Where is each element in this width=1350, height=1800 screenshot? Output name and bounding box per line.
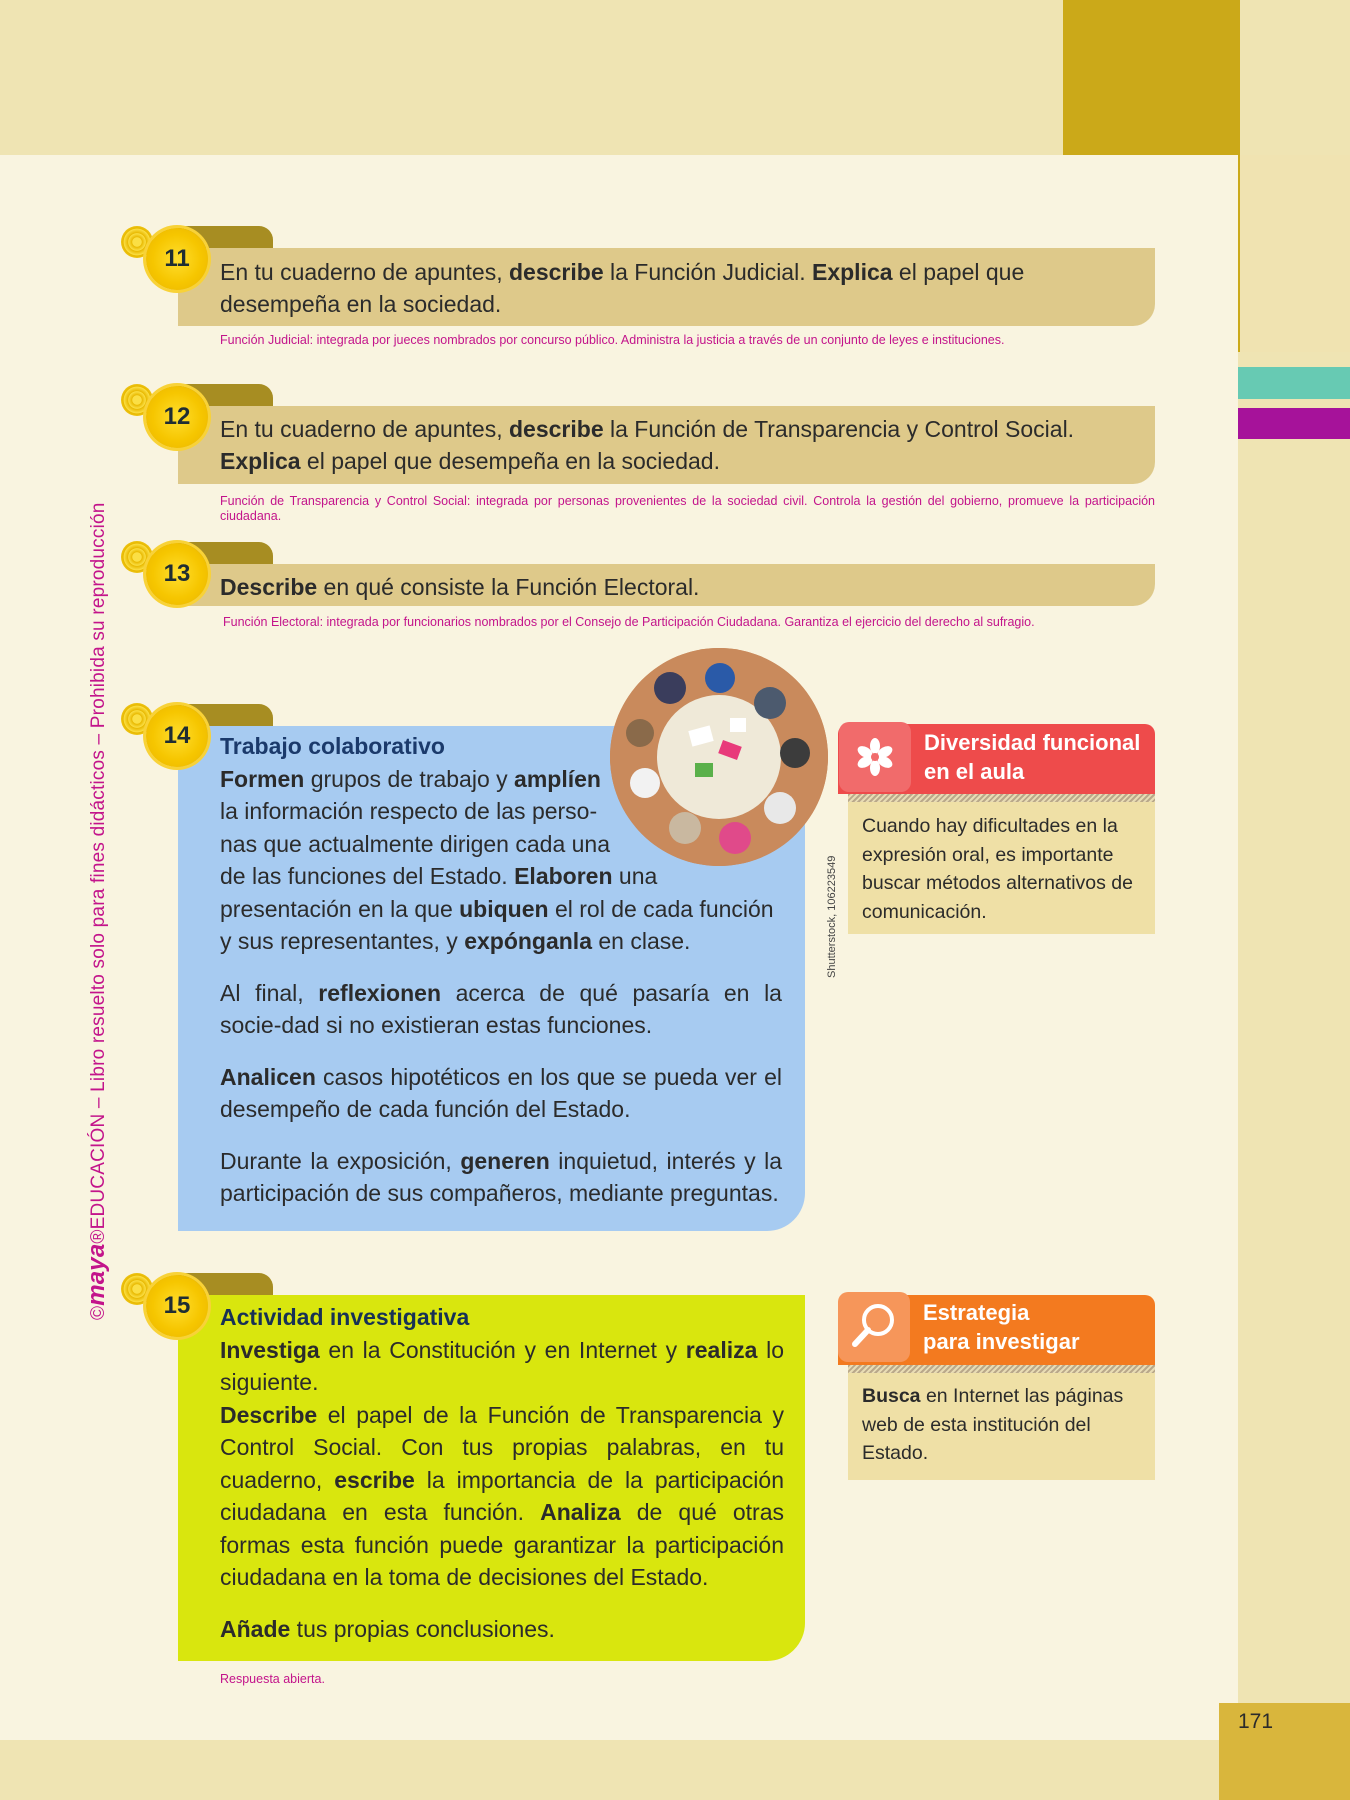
text-run: la importancia de la participación ciudadana en esta función. bbox=[220, 1466, 784, 1525]
paragraph-2 bbox=[220, 977, 782, 1042]
text-run: Durante la exposición, bbox=[220, 1147, 461, 1174]
research-activity-text bbox=[220, 1301, 784, 1664]
answer-11: Función Judicial: integrada por jueces nombrados por concurso público. Administra la justicia a través de un conjunto de leyes e instituciones. bbox=[220, 333, 1005, 347]
paragraph-2 bbox=[220, 1399, 784, 1594]
title-line: para investigar bbox=[923, 1329, 1080, 1354]
students-table-photo bbox=[610, 648, 828, 866]
text-run: nas que actualmente dirigen cada una bbox=[220, 830, 611, 857]
text-run: lo siguiente. bbox=[220, 1336, 784, 1395]
text-run: acerca de qué pasaría en la socie-dad si no existieran estas funciones. bbox=[220, 979, 782, 1038]
question-number-12: 12 bbox=[163, 403, 191, 430]
hatch-divider bbox=[848, 794, 1155, 802]
question-number-15: 15 bbox=[163, 1292, 191, 1319]
text-run: el papel que desempeña en la sociedad. bbox=[300, 448, 720, 474]
title-line: Diversidad funcional bbox=[924, 730, 1141, 755]
verb-investiga: Investiga bbox=[220, 1336, 320, 1363]
strategy-icon-box bbox=[838, 1292, 910, 1362]
text-run: el papel que desempeña en la sociedad. bbox=[220, 259, 1025, 317]
verb-realiza: realiza bbox=[685, 1336, 758, 1363]
verb-amplien: amplíen bbox=[514, 765, 601, 792]
right-margin bbox=[1238, 352, 1350, 1800]
question-text-12 bbox=[220, 413, 1150, 477]
verb-analiza: Analiza bbox=[540, 1499, 621, 1525]
title-line: en el aula bbox=[924, 759, 1025, 784]
magnifier-icon bbox=[838, 1292, 910, 1362]
text-run: de qué otras formas esta función puede garantizar la participación ciudadana en la toma de decisiones del Estado. bbox=[220, 1499, 784, 1590]
hatch-divider bbox=[848, 1365, 1155, 1373]
teal-tab bbox=[1238, 367, 1350, 399]
diversity-card-title bbox=[924, 728, 1140, 786]
text-run: la Función Judicial. bbox=[603, 259, 812, 285]
question-text-11 bbox=[220, 256, 1150, 320]
verb-escribe: escribe bbox=[334, 1466, 415, 1493]
verb-describe: Describe bbox=[220, 574, 318, 600]
verb-formen: Formen bbox=[220, 765, 305, 792]
maya-logo: maya bbox=[83, 1243, 110, 1306]
verb-analicen: Analicen bbox=[220, 1063, 316, 1090]
copyright-text: EDUCACIÓN – Libro resuelto solo para fines didácticos – Prohibida su reproducción bbox=[88, 502, 109, 1230]
verb-reflexionen: reflexionen bbox=[318, 979, 442, 1006]
text-run: en qué consiste la Función Electoral. bbox=[317, 574, 700, 600]
verb-busca: Busca bbox=[862, 1385, 921, 1407]
verb-generen: generen bbox=[460, 1147, 550, 1174]
text-run: inquietud, interés y la participación de sus compañeros, mediante preguntas. bbox=[220, 1147, 782, 1206]
text-run: grupos de trabajo y bbox=[304, 765, 515, 792]
paragraph-4 bbox=[220, 1145, 782, 1210]
text-run: la Función de Transparencia y Control Social. bbox=[603, 416, 1075, 442]
text-run: de las funciones del Estado. bbox=[220, 863, 515, 889]
question-text-13 bbox=[220, 571, 1150, 603]
box-title: Actividad investigativa bbox=[220, 1304, 470, 1330]
text-run: una bbox=[612, 863, 658, 889]
question-number-14: 14 bbox=[163, 722, 191, 749]
text-run: el papel de la Función de Transparencia y Control Social. Con tus propias palabras, en tu cuaderno, bbox=[220, 1401, 784, 1493]
text-run: la información respecto de las perso- bbox=[220, 798, 598, 824]
title-line: Estrategia bbox=[923, 1300, 1030, 1325]
text-run: el rol de cada función bbox=[548, 895, 774, 922]
paragraph-3 bbox=[220, 1061, 782, 1126]
box-title: Trabajo colaborativo bbox=[220, 733, 445, 759]
verb-anade: Añade bbox=[220, 1615, 291, 1642]
diversity-icon-box bbox=[839, 722, 911, 792]
paragraph-1 bbox=[220, 1334, 784, 1399]
text-run: tus propias conclusiones. bbox=[290, 1615, 555, 1642]
verb-explica: Explica bbox=[812, 259, 893, 285]
registered-symbol: ® bbox=[88, 1229, 109, 1244]
question-number-11: 11 bbox=[164, 245, 190, 272]
text-run: en Internet las páginas web de esta institución del Estado. bbox=[862, 1385, 1124, 1464]
text-run: y sus representantes, y bbox=[220, 928, 465, 954]
copyright-symbol: © bbox=[88, 1305, 109, 1320]
photo-illustration bbox=[610, 648, 828, 866]
verb-explica: Explica bbox=[220, 448, 301, 474]
verb-describe: Describe bbox=[220, 1401, 318, 1428]
strategy-card-text bbox=[862, 1382, 1147, 1468]
bottom-band bbox=[0, 1740, 1350, 1800]
answer-13: Función Electoral: integrada por funcionarios nombrados por el Consejo de Participación Ciudadana. Garantiza el ejercicio del derecho al sufragio. bbox=[223, 615, 1035, 629]
text-run: Al final, bbox=[220, 979, 319, 1006]
strategy-card-title bbox=[923, 1298, 1080, 1356]
verb-describe: describe bbox=[509, 416, 604, 442]
diversity-card-text: Cuando hay dificultades en la expresión oral, es importante buscar métodos alternativos de comunicación. bbox=[862, 815, 1133, 923]
answer-15: Respuesta abierta. bbox=[220, 1672, 325, 1686]
text-run: En tu cuaderno de apuntes, bbox=[220, 416, 509, 442]
copyright-banner bbox=[83, 502, 111, 1320]
text-run: en la Constitución y en Internet y bbox=[319, 1336, 686, 1363]
paragraph-3 bbox=[220, 1613, 784, 1646]
text-run: en clase. bbox=[592, 928, 691, 954]
asterisk-flower-icon bbox=[839, 722, 911, 792]
verb-ubiquen: ubiquen bbox=[459, 895, 549, 922]
magenta-tab bbox=[1238, 408, 1350, 439]
page-number: 171 bbox=[1238, 1710, 1274, 1733]
text-run: En tu cuaderno de apuntes, bbox=[220, 259, 509, 285]
verb-describe: describe bbox=[509, 259, 604, 285]
answer-12: Función de Transparencia y Control Social: integrada por personas provenientes de la sociedad civil. Controla la gestión del gobierno, promueve la participación ciudadana. bbox=[220, 494, 1155, 523]
verb-exponganla: expónganla bbox=[464, 928, 592, 954]
photo-credit: Shutterstock, 106223549 bbox=[826, 855, 838, 978]
text-run: presentación en la que bbox=[220, 895, 460, 922]
verb-elaboren: Elaboren bbox=[514, 863, 613, 889]
text-run: casos hipotéticos en los que se pueda ver el desempeño de cada función del Estado. bbox=[220, 1063, 782, 1122]
question-number-13: 13 bbox=[163, 560, 191, 587]
